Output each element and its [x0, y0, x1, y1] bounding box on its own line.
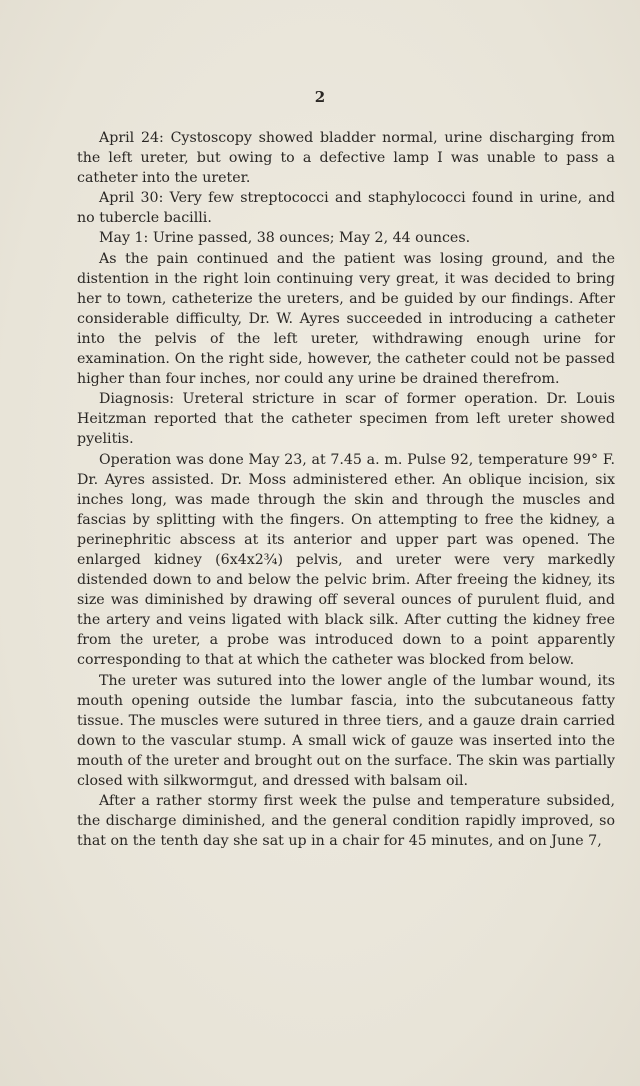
paragraph-operation: Operation was done May 23, at 7.45 a. m. Pulse 92, temperature 99° F. Dr. Ayres assisted. Dr. Moss administered ether. An oblique incision, six inches long, was made through the skin and through the muscles and fascias by splitting with the fingers. On attempting to free the kidney, a perinephritic abscess at its anterior and upper part was opened. The enlarged kidney (6x4x2¾) pelvis, and ureter were very markedly distended down to and below the pelvic brim. After freeing the kidney, its size was diminished by drawing off several ounces of purulent fluid, and the artery and veins ligated with black silk. After cutting the kidney free from the ureter, a probe was introduced down to a point apparently corresponding to that at which the catheter was blocked from below.: [77, 451, 615, 669]
paragraph-may-1: May 1: Urine passed, 38 ounces; May 2, 44 ounces.: [99, 230, 471, 247]
paragraph-diagnosis: Diagnosis: Ureteral stricture in scar of former operation. Dr. Louis Heitzman reported that the catheter specimen from left ureter showed pyelitis.: [77, 391, 615, 448]
paragraph-catheterization: As the pain continued and the patient was losing ground, and the distention in the right loin continuing very great, it was decided to bring her to town, catheterize the ureters, and be guided by our findings. After considerable difficulty, Dr. W. Ayres succeeded in introducing a catheter into the pelvis of the left ureter, withdrawing enough urine for examination. On the right side, however, the catheter could not be passed higher than four inches, nor could any urine be drained therefrom.: [77, 250, 615, 388]
paragraph-recovery: After a rather stormy first week the pulse and temperature subsided, the discharge diminished, and the general condition rapidly improved, so that on the tenth day she sat up in a chair for 45 minutes, and on June 7,: [77, 793, 615, 850]
page-number: 2: [314, 88, 326, 106]
body-text: [77, 128, 615, 851]
paragraph-april-24: April 24: Cystoscopy showed bladder normal, urine discharging from the left ureter, but owing to a defective lamp I was unable to pass a catheter into the ureter.: [77, 130, 615, 187]
paragraph-ureter-sutured: The ureter was sutured into the lower angle of the lumbar wound, its mouth opening outside the lumbar fascia, into the subcutaneous fatty tissue. The muscles were sutured in three tiers, and a gauze drain carried down to the vascular stump. A small wick of gauze was inserted into the mouth of the ureter and brought out on the surface. The skin was partially closed with silkwormgut, and dressed with balsam oil.: [77, 672, 615, 789]
paragraph-april-30: April 30: Very few streptococci and staphylococci found in urine, and no tubercle bacilli.: [77, 190, 615, 227]
